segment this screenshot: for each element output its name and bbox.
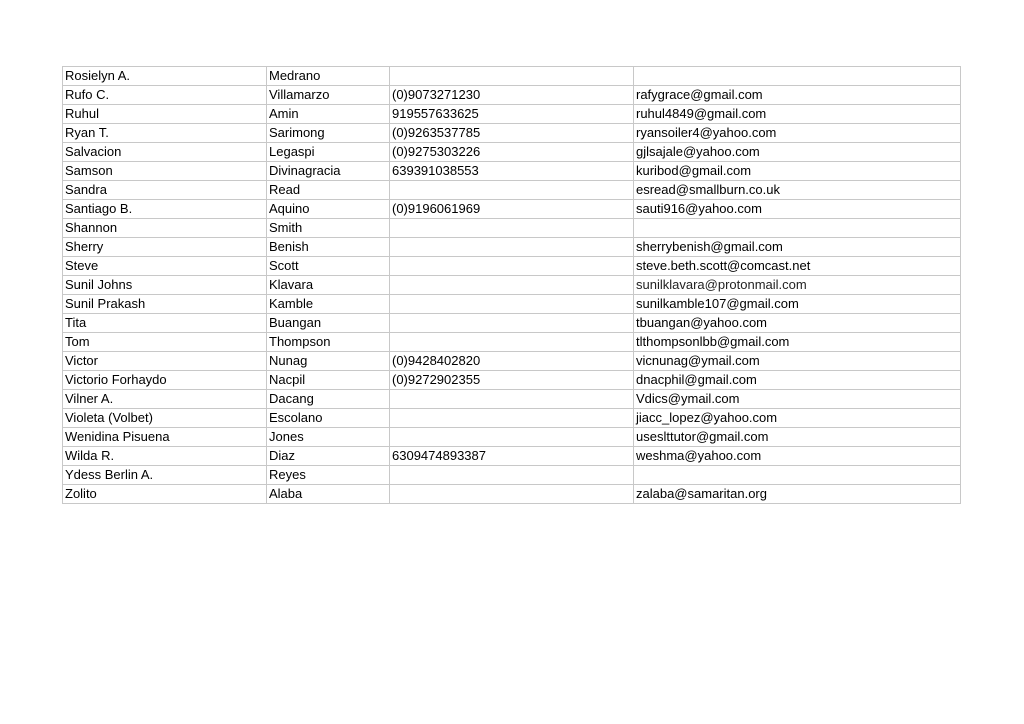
last-name-cell: Thompson <box>267 333 390 352</box>
first-name-cell: Shannon <box>63 219 267 238</box>
table-row <box>63 314 961 333</box>
first-name-cell: Ruhul <box>63 105 267 124</box>
last-name-cell: Klavara <box>267 276 390 295</box>
email-cell: sherrybenish@gmail.com <box>634 238 961 257</box>
email-cell: rafygrace@gmail.com <box>634 86 961 105</box>
email-cell: ryansoiler4@yahoo.com <box>634 124 961 143</box>
table-row <box>63 371 961 390</box>
table-row <box>63 238 961 257</box>
table-row <box>63 257 961 276</box>
first-name-cell: Tom <box>63 333 267 352</box>
email-cell: jiacc_lopez@yahoo.com <box>634 409 961 428</box>
last-name-cell: Reyes <box>267 466 390 485</box>
email-cell: weshma@yahoo.com <box>634 447 961 466</box>
first-name-cell: Sunil Prakash <box>63 295 267 314</box>
first-name-cell: Tita <box>63 314 267 333</box>
email-cell: esread@smallburn.co.uk <box>634 181 961 200</box>
phone-cell <box>390 238 634 257</box>
table-row <box>63 390 961 409</box>
phone-cell <box>390 276 634 295</box>
first-name-cell: Sherry <box>63 238 267 257</box>
first-name-cell: Santiago B. <box>63 200 267 219</box>
contact-table <box>62 66 961 504</box>
phone-cell: 639391038553 <box>390 162 634 181</box>
email-cell: steve.beth.scott@comcast.net <box>634 257 961 276</box>
first-name-cell: Ryan T. <box>63 124 267 143</box>
last-name-cell: Buangan <box>267 314 390 333</box>
last-name-cell: Divinagracia <box>267 162 390 181</box>
last-name-cell: Jones <box>267 428 390 447</box>
phone-cell: 6309474893387 <box>390 447 634 466</box>
first-name-cell: Rufo C. <box>63 86 267 105</box>
table-row <box>63 276 961 295</box>
table-row <box>63 466 961 485</box>
table-row <box>63 124 961 143</box>
phone-cell <box>390 181 634 200</box>
email-cell: sauti916@yahoo.com <box>634 200 961 219</box>
last-name-cell: Nacpil <box>267 371 390 390</box>
table-row <box>63 162 961 181</box>
table-row <box>63 333 961 352</box>
first-name-cell: Sunil Johns <box>63 276 267 295</box>
last-name-cell: Diaz <box>267 447 390 466</box>
phone-cell: 919557633625 <box>390 105 634 124</box>
contact-sheet <box>62 66 960 504</box>
last-name-cell: Kamble <box>267 295 390 314</box>
table-row <box>63 485 961 504</box>
phone-cell: (0)9272902355 <box>390 371 634 390</box>
last-name-cell: Smith <box>267 219 390 238</box>
first-name-cell: Salvacion <box>63 143 267 162</box>
first-name-cell: Ydess Berlin A. <box>63 466 267 485</box>
table-row <box>63 143 961 162</box>
table-row <box>63 409 961 428</box>
phone-cell <box>390 466 634 485</box>
phone-cell <box>390 219 634 238</box>
email-cell: ruhul4849@gmail.com <box>634 105 961 124</box>
email-cell: useslttutor@gmail.com <box>634 428 961 447</box>
first-name-cell: Zolito <box>63 485 267 504</box>
email-cell: zalaba@samaritan.org <box>634 485 961 504</box>
phone-cell: (0)9196061969 <box>390 200 634 219</box>
last-name-cell: Sarimong <box>267 124 390 143</box>
email-cell <box>634 466 961 485</box>
table-row <box>63 447 961 466</box>
last-name-cell: Alaba <box>267 485 390 504</box>
last-name-cell: Nunag <box>267 352 390 371</box>
phone-cell <box>390 485 634 504</box>
table-row <box>63 352 961 371</box>
table-row <box>63 105 961 124</box>
first-name-cell: Victorio Forhaydo <box>63 371 267 390</box>
email-cell <box>634 67 961 86</box>
last-name-cell: Read <box>267 181 390 200</box>
last-name-cell: Legaspi <box>267 143 390 162</box>
email-cell: sunilklavara@protonmail.com <box>634 276 961 295</box>
table-row <box>63 181 961 200</box>
phone-cell <box>390 314 634 333</box>
email-cell: Vdics@ymail.com <box>634 390 961 409</box>
phone-cell: (0)9428402820 <box>390 352 634 371</box>
last-name-cell: Dacang <box>267 390 390 409</box>
last-name-cell: Benish <box>267 238 390 257</box>
first-name-cell: Steve <box>63 257 267 276</box>
phone-cell <box>390 67 634 86</box>
phone-cell <box>390 333 634 352</box>
table-row <box>63 295 961 314</box>
first-name-cell: Violeta (Volbet) <box>63 409 267 428</box>
email-cell: kuribod@gmail.com <box>634 162 961 181</box>
last-name-cell: Villamarzo <box>267 86 390 105</box>
phone-cell <box>390 257 634 276</box>
first-name-cell: Sandra <box>63 181 267 200</box>
table-row <box>63 67 961 86</box>
email-cell: gjlsajale@yahoo.com <box>634 143 961 162</box>
table-row <box>63 428 961 447</box>
email-cell: dnacphil@gmail.com <box>634 371 961 390</box>
phone-cell <box>390 390 634 409</box>
last-name-cell: Scott <box>267 257 390 276</box>
first-name-cell: Vilner A. <box>63 390 267 409</box>
phone-cell <box>390 428 634 447</box>
email-cell: sunilkamble107@gmail.com <box>634 295 961 314</box>
first-name-cell: Wenidina Pisuena <box>63 428 267 447</box>
phone-cell: (0)9263537785 <box>390 124 634 143</box>
email-cell: vicnunag@ymail.com <box>634 352 961 371</box>
email-cell <box>634 219 961 238</box>
table-row <box>63 200 961 219</box>
last-name-cell: Medrano <box>267 67 390 86</box>
table-row <box>63 219 961 238</box>
last-name-cell: Escolano <box>267 409 390 428</box>
first-name-cell: Victor <box>63 352 267 371</box>
phone-cell: (0)9275303226 <box>390 143 634 162</box>
table-row <box>63 86 961 105</box>
email-cell: tbuangan@yahoo.com <box>634 314 961 333</box>
first-name-cell: Wilda R. <box>63 447 267 466</box>
email-cell: tlthompsonlbb@gmail.com <box>634 333 961 352</box>
phone-cell: (0)9073271230 <box>390 86 634 105</box>
phone-cell <box>390 409 634 428</box>
last-name-cell: Aquino <box>267 200 390 219</box>
first-name-cell: Samson <box>63 162 267 181</box>
first-name-cell: Rosielyn A. <box>63 67 267 86</box>
last-name-cell: Amin <box>267 105 390 124</box>
phone-cell <box>390 295 634 314</box>
